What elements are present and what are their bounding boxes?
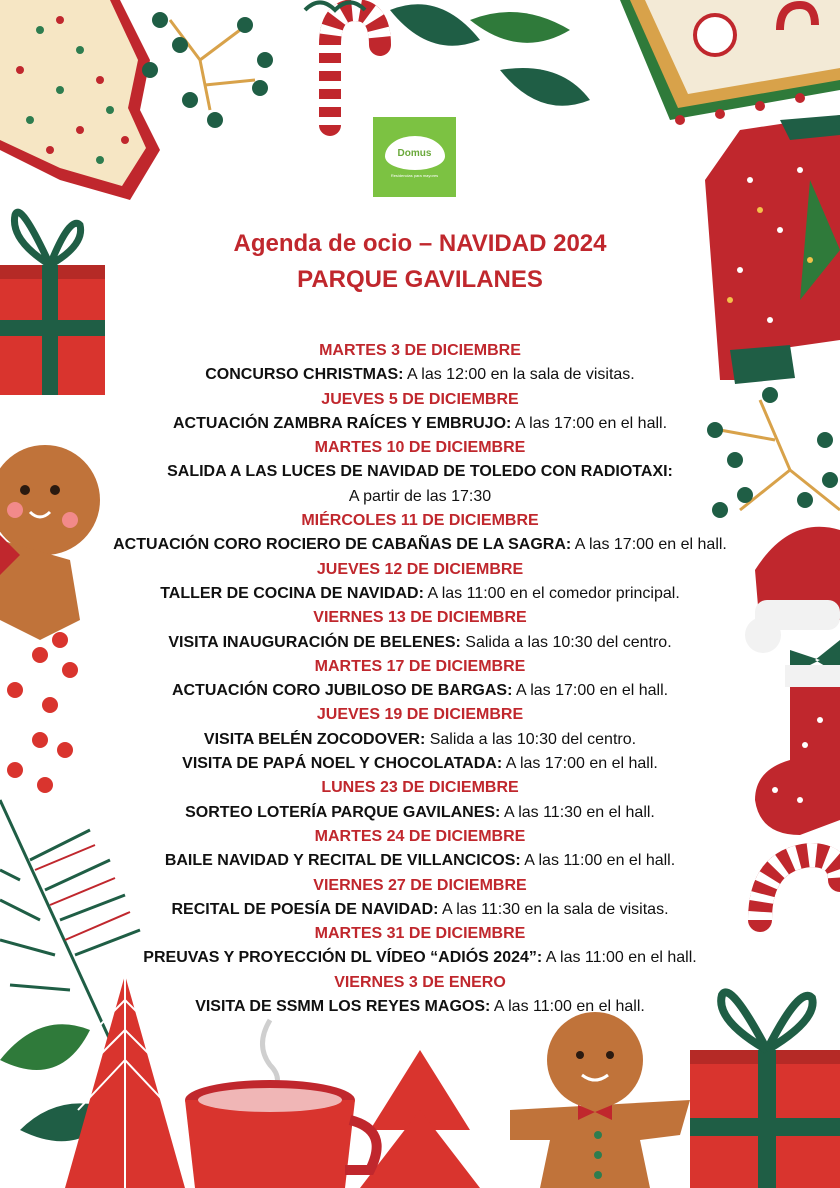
agenda-date: MARTES 3 DE DICIEMBRE bbox=[319, 342, 521, 359]
gift-icon bbox=[690, 992, 840, 1188]
agenda-event bbox=[60, 898, 780, 922]
event-details: A las 17:00 en el hall. bbox=[571, 536, 727, 554]
agenda-date: VIERNES 13 DE DICIEMBRE bbox=[313, 609, 527, 627]
event-title: SALIDA A LAS LUCES DE NAVIDAD DE TOLEDO CON RADIOTAXI: bbox=[167, 463, 673, 481]
agenda-date: VIERNES 27 DE DICIEMBRE bbox=[313, 876, 527, 894]
agenda-event bbox=[60, 485, 780, 509]
event-details: A las 11:30 en la sala de visitas. bbox=[438, 900, 669, 918]
agenda-event bbox=[60, 849, 780, 873]
event-title: CONCURSO CHRISTMAS: bbox=[205, 366, 404, 384]
gingerbread-house-icon bbox=[620, 0, 840, 125]
event-details: Salida a las 10:30 del centro. bbox=[425, 730, 637, 748]
event-title: ACTUACIÓN CORO JUBILOSO DE BARGAS: bbox=[171, 682, 513, 700]
event-details: A las 11:00 en el hall. bbox=[490, 998, 645, 1016]
event-details: A las 11:00 en el comedor principal. bbox=[423, 584, 680, 602]
holly-icon bbox=[390, 4, 590, 105]
agenda-event bbox=[60, 752, 780, 776]
event-details: A las 11:00 en el hall. bbox=[520, 852, 676, 870]
agenda-date: JUEVES 5 DE DICIEMBRE bbox=[321, 390, 519, 408]
agenda-date: MARTES 17 DE DICIEMBRE bbox=[314, 657, 526, 675]
agenda-date: MARTES 10 DE DICIEMBRE bbox=[314, 439, 526, 457]
event-title: TALLER DE COCINA DE NAVIDAD: bbox=[160, 584, 424, 602]
event-title: VISITA INAUGURACIÓN DE BELENES: bbox=[168, 633, 461, 651]
agenda-event bbox=[60, 631, 780, 655]
event-title: ACTUACIÓN ZAMBRA RAÍCES Y EMBRUJO: bbox=[172, 414, 512, 432]
agenda-event bbox=[60, 412, 780, 436]
event-details: A las 17:00 en el hall. bbox=[511, 414, 668, 432]
event-title: RECITAL DE POESÍA DE NAVIDAD: bbox=[171, 900, 439, 918]
gingerbread-man-icon bbox=[510, 1012, 690, 1188]
event-details: A las 17:00 en el hall. bbox=[502, 755, 658, 773]
agenda-date: MIÉRCOLES 11 DE DICIEMBRE bbox=[301, 512, 539, 530]
candy-cane-icon bbox=[305, 3, 380, 126]
agenda-event bbox=[60, 679, 780, 703]
berry-branch-icon bbox=[170, 20, 255, 110]
event-title: VISITA BELÉN ZOCODOVER: bbox=[203, 730, 426, 748]
agenda-event bbox=[60, 460, 780, 484]
agenda-date: JUEVES 19 DE DICIEMBRE bbox=[316, 706, 524, 724]
page-subtitle: PARQUE GAVILANES bbox=[297, 266, 543, 293]
page-title: Agenda de ocio – NAVIDAD 2024 bbox=[233, 230, 607, 257]
brand-logo bbox=[373, 117, 456, 197]
agenda-date: MARTES 24 DE DICIEMBRE bbox=[314, 827, 526, 845]
event-title: SORTEO LOTERÍA PARQUE GAVILANES: bbox=[185, 803, 501, 821]
agenda-event bbox=[60, 801, 780, 825]
event-details: Salida a las 10:30 del centro. bbox=[460, 633, 672, 651]
event-details: A partir de las 17:30 bbox=[348, 487, 492, 505]
agenda-event bbox=[60, 582, 780, 606]
agenda-event bbox=[60, 728, 780, 752]
agenda-list bbox=[60, 339, 780, 1019]
agenda-event bbox=[60, 533, 780, 557]
logo-tagline: Residencias para mayores bbox=[390, 173, 439, 178]
agenda-event bbox=[60, 946, 780, 970]
event-details: A las 17:00 en el hall. bbox=[512, 682, 669, 700]
event-title: ACTUACIÓN CORO ROCIERO DE CABAÑAS DE LA SAGRA: bbox=[113, 536, 572, 554]
event-title: VISITA DE PAPÁ NOEL Y CHOCOLATADA: bbox=[182, 755, 503, 773]
cocoa-cup-icon bbox=[185, 1020, 377, 1188]
agenda-event bbox=[60, 363, 780, 387]
agenda-date: LUNES 23 DE DICIEMBRE bbox=[321, 779, 519, 797]
logo-mark: Domus bbox=[385, 136, 445, 170]
event-details: A las 12:00 en la sala de visitas. bbox=[403, 366, 635, 384]
tree-cookie-icon bbox=[0, 0, 160, 200]
agenda-date: JUEVES 12 DE DICIEMBRE bbox=[316, 560, 524, 578]
event-details: A las 11:00 en el hall. bbox=[542, 949, 697, 967]
event-details: A las 11:30 en el hall. bbox=[500, 803, 655, 821]
agenda-date: VIERNES 3 DE ENERO bbox=[334, 973, 506, 991]
agenda-event bbox=[60, 995, 780, 1019]
agenda-date: MARTES 31 DE DICIEMBRE bbox=[314, 925, 526, 943]
event-title: PREUVAS Y PROYECCIÓN DL VÍDEO “ADIÓS 2024”: bbox=[143, 949, 543, 967]
event-title: VISITA DE SSMM LOS REYES MAGOS: bbox=[195, 998, 491, 1016]
event-title: BAILE NAVIDAD Y RECITAL DE VILLANCICOS: bbox=[164, 852, 521, 870]
